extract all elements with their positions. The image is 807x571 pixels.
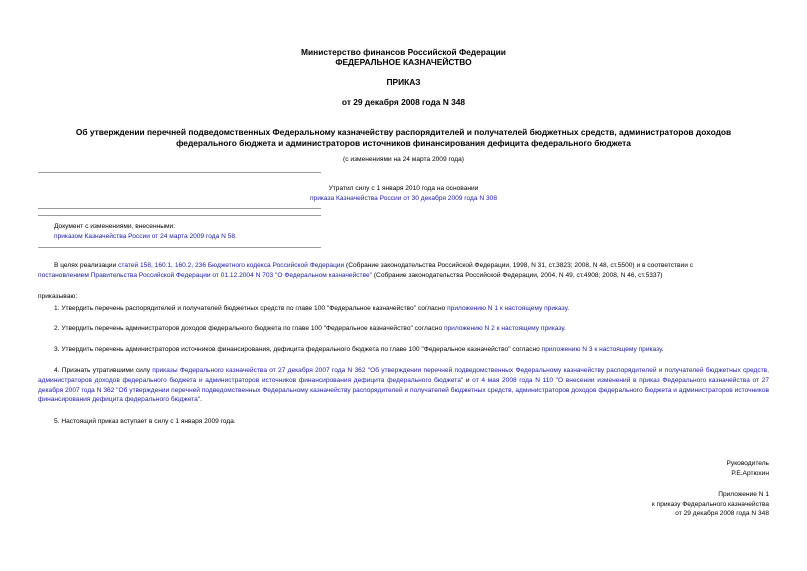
appendix-3-link[interactable]: приложению N 3 к настоящему приказу	[541, 346, 662, 353]
amendments-label: Документ с изменениями, внесенными:	[54, 223, 176, 230]
repealed-order-110-link[interactable]: от 4 мая 2008 года N 110 "О внесении изменений в приказ Федерального казначейства от 27 декабря 2007 года N 362 "Об утверждении перечней подведомственных Федеральному казначейству распорядителей и получателей бюджетных средств, администраторов доходов федерального бюджета и администраторов источников финансирования дефицита федерального бюджета"	[38, 376, 769, 404]
divider	[38, 215, 321, 216]
appendix-2-link[interactable]: приложению N 2 к настоящему приказу	[443, 325, 565, 332]
order-word: приказываю:	[38, 293, 78, 300]
budget-code-link[interactable]: статей 158, 160.1, 160.2, 236 Бюджетного кодекса Российской Федерации	[118, 262, 345, 269]
ministry-name: Министерство финансов Российской Федерации	[301, 47, 506, 57]
signatory-name: Р.Е.Артюхин	[731, 469, 769, 477]
signatory-role: Руководитель	[726, 460, 769, 467]
order-item-4: 4. Признать утратившими силу приказы Федерального казначейства от 27 декабря 2007 года N 362 "Об утверждении перечней подведомственных Федеральному казначейству распорядителей и получателей бюджетных средств, администраторов доходов федерального бюджета и администраторов источников финансирования дефицита федерального бюджета" и от 4 мая 2008 года N 110 "О внесении изменений в приказ Федерального казначейства от 27 декабря 2007 года N 362 "Об утверждении перечней подведомственных Федеральному казначейству распорядителей и получателей бюджетных средств, администраторов доходов федерального бюджета и администраторов источников финансирования дефицита федерального бюджета".	[38, 367, 769, 404]
divider	[38, 172, 321, 173]
appendix-date: от 29 декабря 2008 года N 348	[675, 510, 769, 518]
expired-note: Утратил силу с 1 января 2010 года на основании	[328, 185, 479, 192]
document-type: ПРИКАЗ	[386, 77, 421, 87]
appendix-number: Приложение N 1	[718, 491, 769, 498]
intro-paragraph: В целях реализации статей 158, 160.1, 160.2, 236 Бюджетного кодекса Российской Федерации (Собрание законодательства Российской Федерации, 1998, N 31, ст.3823; 2008, N 48, ст.5500) и в соответствии с постановлением Правительства Российской Федерации от 01.12.2004 N 703 "О Федеральном казначействе" (Собрание законодательства Российской Федерации, 2004, N 49, ст.4908; 2008, N 46, ст.5337)	[38, 262, 694, 279]
repealed-order-362-link[interactable]: приказы Федерального казначейства от 27 декабря 2007 года N 362 "Об утверждении перечней подведомственных Федеральному казначейству распорядителей и получателей бюджетных средств, администраторов доходов федерального бюджета и администраторов источников финансирования дефицита федерального бюджета"	[38, 367, 769, 384]
changes-note: (с изменениями на 24 марта 2009 года)	[343, 156, 464, 163]
treasury-name: ФЕДЕРАЛЬНОЕ КАЗНАЧЕЙСТВО	[335, 57, 472, 67]
order-item-5: 5. Настоящий приказ вступает в силу с 1 января 2009 года.	[54, 418, 236, 425]
expired-link[interactable]: приказа Казначейства России от 30 декабря 2009 года N 308	[309, 195, 498, 202]
appendix-heading	[652, 490, 769, 519]
order-item-2: 2. Утвердить перечень администраторов доходов федерального бюджета по главе 100 "Федеральное казначейство" согласно приложению N 2 к настоящему приказу.	[54, 325, 566, 332]
government-decree-link[interactable]: постановлением Правительства Российской Федерации от 01.12.2004 N 703 "О Федеральном казначействе"	[38, 271, 373, 279]
document-date-number: от 29 декабря 2008 года N 348	[341, 97, 466, 107]
order-item-1: 1. Утвердить перечень распорядителей и получателей бюджетных средств по главе 100 "Федеральное казначейство" согласно приложению N 1 к настоящему приказу.	[54, 305, 570, 312]
appendix-1-link[interactable]: приложению N 1 к настоящему приказу	[447, 305, 568, 312]
divider	[38, 247, 321, 248]
amendments-link[interactable]: приказом Казначейства России от 24 марта 2009 года N 58.	[54, 233, 237, 240]
document-title-line-1: Об утверждении перечней подведомственных Федеральному казначейству распорядителей и получателей бюджетных средств, администраторов доходов	[75, 127, 732, 137]
appendix-reference: к приказу Федерального казначейства	[651, 500, 769, 508]
order-item-3: 3. Утвердить перечень администраторов источников финансирования, дефицита федерального бюджета по главе 100 "Федеральное казначейство" согласно приложению N 3 к настоящему приказу.	[54, 346, 664, 353]
divider	[38, 208, 321, 209]
signature-block	[727, 459, 769, 478]
document-title-line-2: федерального бюджета и администраторов источников финансирования дефицита федерального бюджета	[176, 138, 631, 148]
